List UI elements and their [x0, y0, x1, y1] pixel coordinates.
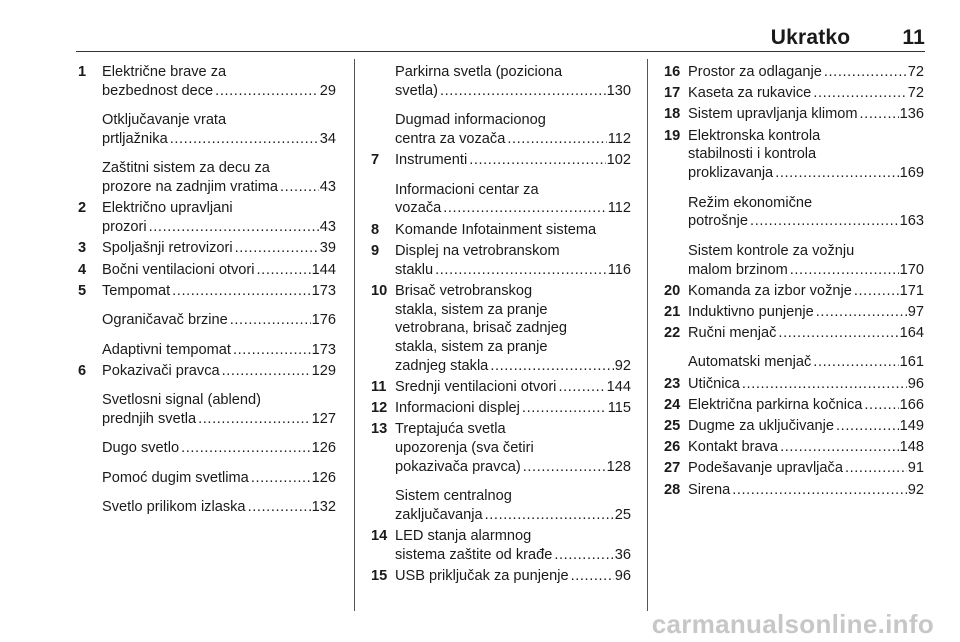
item-number [76, 391, 102, 429]
toc-entry[interactable] [662, 324, 924, 343]
toc-entry[interactable] [76, 63, 336, 101]
toc-entry[interactable] [662, 303, 924, 322]
dot-leader [790, 261, 899, 280]
entry-title: prednjih svetla [102, 410, 197, 427]
dot-leader [222, 362, 311, 381]
entry-title: Srednji ventilacioni otvori [395, 379, 557, 396]
entry-text-line: Brisač vetrobranskog [395, 282, 533, 299]
watermark: carmanualsonline.info [651, 609, 934, 639]
toc-entry[interactable] [76, 439, 336, 458]
page-title: Ukratko [770, 26, 851, 49]
entry-title: Informacioni displej [395, 400, 520, 417]
toc-entry[interactable] [76, 341, 336, 360]
entry-text-line: Sistem centralnog [395, 488, 512, 505]
toc-entry[interactable] [662, 242, 924, 280]
dot-leader [170, 130, 319, 149]
page-reference[interactable]: 132 [311, 499, 336, 516]
item-number: 14 [371, 528, 388, 545]
toc-entry[interactable] [76, 199, 336, 237]
toc-entry[interactable] [662, 438, 924, 457]
entry-title: Svetlo prilikom izlaska [102, 499, 246, 516]
item-number [76, 311, 102, 330]
page-reference[interactable]: 136 [899, 106, 924, 123]
item-number [662, 194, 688, 232]
toc-entry[interactable] [369, 399, 631, 418]
page-reference[interactable]: 149 [899, 418, 924, 435]
dot-leader [845, 459, 907, 478]
entry-text-line: Zaštitni sistem za decu za [102, 160, 270, 177]
item-number [369, 487, 395, 525]
page-reference[interactable]: 97 [907, 303, 924, 320]
toc-entry[interactable] [76, 239, 336, 258]
item-number [369, 63, 395, 101]
page-reference[interactable]: 92 [907, 481, 924, 498]
dot-leader [469, 151, 605, 170]
entry-title: Utičnica [688, 375, 740, 392]
toc-entry[interactable] [662, 63, 924, 82]
toc-entry[interactable] [369, 151, 631, 170]
toc-entry[interactable] [662, 84, 924, 103]
item-number [76, 159, 102, 197]
page-reference[interactable]: 144 [311, 261, 336, 278]
toc-entry[interactable] [76, 261, 336, 280]
item-number: 19 [664, 127, 681, 144]
dot-leader [280, 178, 319, 197]
page-reference[interactable]: 36 [614, 547, 631, 564]
entry-text-line: stabilnosti i kontrola [688, 146, 817, 163]
item-number: 7 [371, 152, 380, 169]
toc-entry[interactable] [76, 159, 336, 197]
entry-title: proklizavanja [688, 165, 774, 182]
entry-text-line: Električne brave za [102, 64, 227, 80]
item-number [76, 469, 102, 488]
page-reference[interactable]: 164 [899, 325, 924, 342]
dot-leader [854, 282, 899, 301]
entry-text-line: Dugmad informacionog [395, 112, 546, 129]
item-number [662, 242, 688, 280]
item-number: 10 [371, 282, 388, 299]
dot-leader [149, 218, 319, 237]
dot-leader [251, 469, 311, 488]
toc-entry[interactable] [662, 417, 924, 436]
page-reference[interactable]: 25 [614, 507, 631, 524]
item-number: 24 [664, 396, 681, 413]
page-reference[interactable]: 173 [311, 282, 336, 299]
item-number [369, 181, 395, 219]
entry-title: zaključavanja [395, 507, 483, 524]
page-reference[interactable]: 163 [899, 213, 924, 230]
page-reference[interactable]: 115 [607, 400, 631, 417]
entry-title: prtljažnika [102, 130, 168, 147]
entry-text-line: LED stanja alarmnog [395, 528, 532, 545]
item-number: 4 [78, 261, 87, 278]
item-number: 28 [664, 481, 681, 498]
toc-column-3 [662, 63, 924, 502]
item-number: 27 [664, 460, 681, 477]
entry-text-line: stakla, sistem za pranje [395, 339, 548, 356]
entry-title: Spoljašnji retrovizori [102, 240, 233, 257]
page-reference[interactable]: 91 [907, 460, 924, 477]
entry-title: Komande Infotainment sistema [395, 221, 597, 238]
dot-leader [860, 105, 899, 124]
page-reference[interactable]: 144 [606, 379, 631, 396]
toc-entry[interactable] [76, 111, 336, 149]
dot-leader [443, 199, 606, 218]
toc-entry[interactable] [662, 282, 924, 301]
dot-leader [775, 164, 898, 183]
page-reference[interactable]: 176 [311, 312, 336, 329]
entry-text-line: stakla, sistem za pranje [395, 301, 548, 318]
toc-column-2 [369, 63, 631, 589]
page-reference[interactable]: 96 [614, 568, 631, 585]
entry-text-line: Parkirna svetla (poziciona [395, 64, 563, 80]
toc-entry[interactable] [369, 378, 631, 397]
item-number [76, 498, 102, 517]
item-number [76, 341, 102, 360]
toc-entry[interactable] [76, 282, 336, 301]
entry-text-line: Sistem kontrole za vožnju [688, 242, 855, 259]
column-divider [354, 59, 355, 611]
page-reference[interactable]: 170 [899, 261, 924, 278]
entry-title: Induktivno punjenje [688, 303, 814, 320]
dot-leader [813, 84, 906, 103]
entry-title: Bočni ventilacioni otvori [102, 261, 255, 278]
entry-text-line: upozorenja (sva četiri [395, 440, 534, 457]
entry-title: Kaseta za rukavice [688, 85, 812, 102]
page-reference[interactable]: 130 [606, 82, 631, 99]
page-reference[interactable]: 96 [907, 375, 924, 392]
item-number: 20 [664, 282, 681, 299]
entry-title: USB priključak za punjenje [395, 568, 569, 585]
toc-entry[interactable] [662, 105, 924, 124]
entry-title: pokazivača pravca) [395, 459, 521, 476]
toc-entry[interactable] [662, 127, 924, 183]
page-reference[interactable]: 43 [319, 219, 336, 236]
item-number [76, 111, 102, 149]
toc-entry[interactable] [76, 469, 336, 488]
entry-title: prozori [102, 219, 147, 236]
entry-text-line: Displej na vetrobranskom [395, 242, 560, 259]
dot-leader [485, 506, 614, 525]
page-reference[interactable]: 116 [607, 261, 631, 278]
entry-title: vozača [395, 200, 442, 217]
page-reference[interactable]: 72 [907, 85, 924, 102]
toc-entry[interactable] [76, 391, 336, 429]
item-number: 12 [371, 400, 388, 417]
entry-title: prozore na zadnjim vratima [102, 179, 279, 196]
toc-entry[interactable] [369, 420, 631, 476]
toc-entry[interactable] [369, 221, 631, 240]
item-number: 5 [78, 282, 87, 299]
toc-entry[interactable] [662, 396, 924, 415]
page-reference[interactable]: 127 [311, 410, 336, 427]
page-reference[interactable]: 39 [319, 240, 336, 257]
page-reference[interactable]: 171 [899, 282, 924, 299]
dot-leader [816, 303, 907, 322]
dot-leader [824, 63, 907, 82]
entry-title: Adaptivni tempomat [102, 341, 231, 358]
dot-leader [215, 82, 319, 101]
item-number: 8 [371, 221, 380, 238]
page-reference[interactable]: 126 [311, 440, 336, 457]
page-header [771, 26, 925, 50]
entry-text-line: Treptajuća svetla [395, 421, 506, 438]
dot-leader [181, 439, 311, 458]
toc-entry[interactable] [369, 111, 631, 149]
entry-title: staklu [395, 261, 434, 278]
entry-title: bezbednost dece [102, 82, 214, 99]
entry-title: Instrumenti [395, 152, 468, 169]
entry-title: Dugo svetlo [102, 440, 180, 457]
entry-title: potrošnje [688, 213, 749, 230]
entry-title: Kontakt brava [688, 439, 779, 456]
entry-text-line: vetrobrana, brisač zadnjeg [395, 320, 567, 337]
dot-leader [490, 357, 613, 376]
item-number: 3 [78, 240, 87, 257]
dot-leader [780, 438, 899, 457]
page-number: 11 [902, 26, 925, 49]
entry-title: svetla) [395, 82, 438, 99]
entry-title: Ručni menjač [688, 325, 777, 342]
dot-leader [198, 410, 311, 429]
entry-text-line: Elektronska kontrola [688, 127, 821, 144]
toc-entry[interactable] [369, 567, 631, 586]
page-reference[interactable]: 112 [607, 200, 631, 217]
item-number: 26 [664, 439, 681, 456]
page-reference[interactable]: 112 [607, 130, 631, 147]
dot-leader [554, 546, 613, 565]
dot-leader [440, 82, 606, 101]
page-reference[interactable]: 34 [319, 130, 336, 147]
item-number: 15 [371, 568, 388, 585]
entry-title: zadnjeg stakla [395, 357, 489, 374]
entry-title: Tempomat [102, 282, 171, 299]
item-number [369, 111, 395, 149]
entry-title: Pokazivači pravca [102, 362, 220, 379]
dot-leader [571, 567, 614, 586]
toc-entry[interactable] [662, 353, 924, 372]
item-number: 11 [371, 379, 387, 396]
toc-column-1 [76, 63, 336, 527]
page-reference[interactable]: 92 [614, 357, 631, 374]
page-reference[interactable]: 173 [311, 341, 336, 358]
item-number [76, 439, 102, 458]
entry-text-line: Svetlosni signal (ablend) [102, 392, 261, 409]
page-reference[interactable]: 126 [311, 469, 336, 486]
toc-entry[interactable] [76, 311, 336, 330]
page-reference[interactable]: 128 [606, 459, 631, 476]
item-number: 2 [78, 200, 87, 217]
entry-title: Automatski menjač [688, 354, 812, 371]
entry-title: centra za vozača [395, 130, 506, 147]
item-number [662, 353, 688, 372]
entry-text-line: Otključavanje vrata [102, 112, 227, 129]
dot-leader [742, 375, 907, 394]
dot-leader [836, 417, 899, 436]
dot-leader [248, 498, 311, 517]
toc-entry[interactable] [662, 375, 924, 394]
dot-leader [523, 458, 606, 477]
dot-leader [864, 396, 898, 415]
toc-entry[interactable] [662, 481, 924, 500]
entry-title: sistema zaštite od krađe [395, 547, 553, 564]
column-divider [647, 59, 648, 611]
item-number: 17 [664, 85, 681, 102]
entry-title: Električna parkirna kočnica [688, 396, 863, 413]
entry-title: Prostor za odlaganje [688, 64, 822, 80]
toc-entry[interactable] [369, 181, 631, 219]
item-number: 1 [78, 64, 87, 80]
item-number: 23 [664, 375, 681, 392]
item-number: 22 [664, 325, 681, 342]
toc-entry[interactable] [369, 242, 631, 280]
dot-leader [435, 261, 607, 280]
item-number: 25 [664, 418, 681, 435]
page-reference[interactable]: 148 [899, 439, 924, 456]
toc-entry[interactable] [76, 362, 336, 381]
page-reference[interactable]: 102 [606, 152, 631, 169]
dot-leader [235, 239, 319, 258]
dot-leader [750, 212, 899, 231]
toc-entry[interactable] [662, 459, 924, 478]
dot-leader [778, 324, 898, 343]
dot-leader [813, 353, 898, 372]
dot-leader [732, 481, 907, 500]
dot-leader [507, 130, 606, 149]
item-number: 21 [664, 303, 681, 320]
page-reference[interactable]: 166 [899, 396, 924, 413]
item-number: 9 [371, 242, 380, 259]
dot-leader [172, 282, 311, 301]
entry-title: Sistem upravljanja klimom [688, 106, 858, 123]
entry-title: Ograničavač brzine [102, 312, 228, 329]
dot-leader [558, 378, 605, 397]
entry-text-line: Električno upravljani [102, 200, 233, 217]
dot-leader [233, 341, 311, 360]
entry-title: Sirena [688, 481, 731, 498]
entry-title: Pomoć dugim svetlima [102, 469, 249, 486]
page-reference[interactable]: 29 [319, 82, 336, 99]
header-rule [76, 51, 925, 52]
toc-entry[interactable] [369, 282, 631, 376]
entry-text-line: Informacioni centar za [395, 181, 539, 198]
toc-entry[interactable] [369, 63, 631, 101]
item-number: 6 [78, 362, 87, 379]
item-number: 18 [664, 106, 681, 123]
toc-entry[interactable] [662, 194, 924, 232]
item-number: 13 [371, 421, 388, 438]
toc-entry[interactable] [369, 487, 631, 525]
dot-leader [522, 399, 607, 418]
page-reference[interactable]: 129 [311, 362, 336, 379]
dot-leader [230, 311, 311, 330]
dot-leader [257, 261, 311, 280]
entry-title: malom brzinom [688, 261, 788, 278]
page-reference[interactable]: 72 [907, 64, 924, 80]
entry-title: Podešavanje upravljača [688, 460, 843, 477]
entry-title: Dugme za uključivanje [688, 418, 835, 435]
page-reference[interactable]: 43 [319, 179, 336, 196]
entry-text-line: Režim ekonomične [688, 194, 813, 211]
entry-title: Komanda za izbor vožnje [688, 282, 852, 299]
page-reference[interactable]: 169 [899, 165, 924, 182]
page-reference[interactable]: 161 [899, 354, 924, 371]
toc-entry[interactable] [369, 527, 631, 565]
item-number: 16 [664, 64, 681, 80]
toc-entry[interactable] [76, 498, 336, 517]
